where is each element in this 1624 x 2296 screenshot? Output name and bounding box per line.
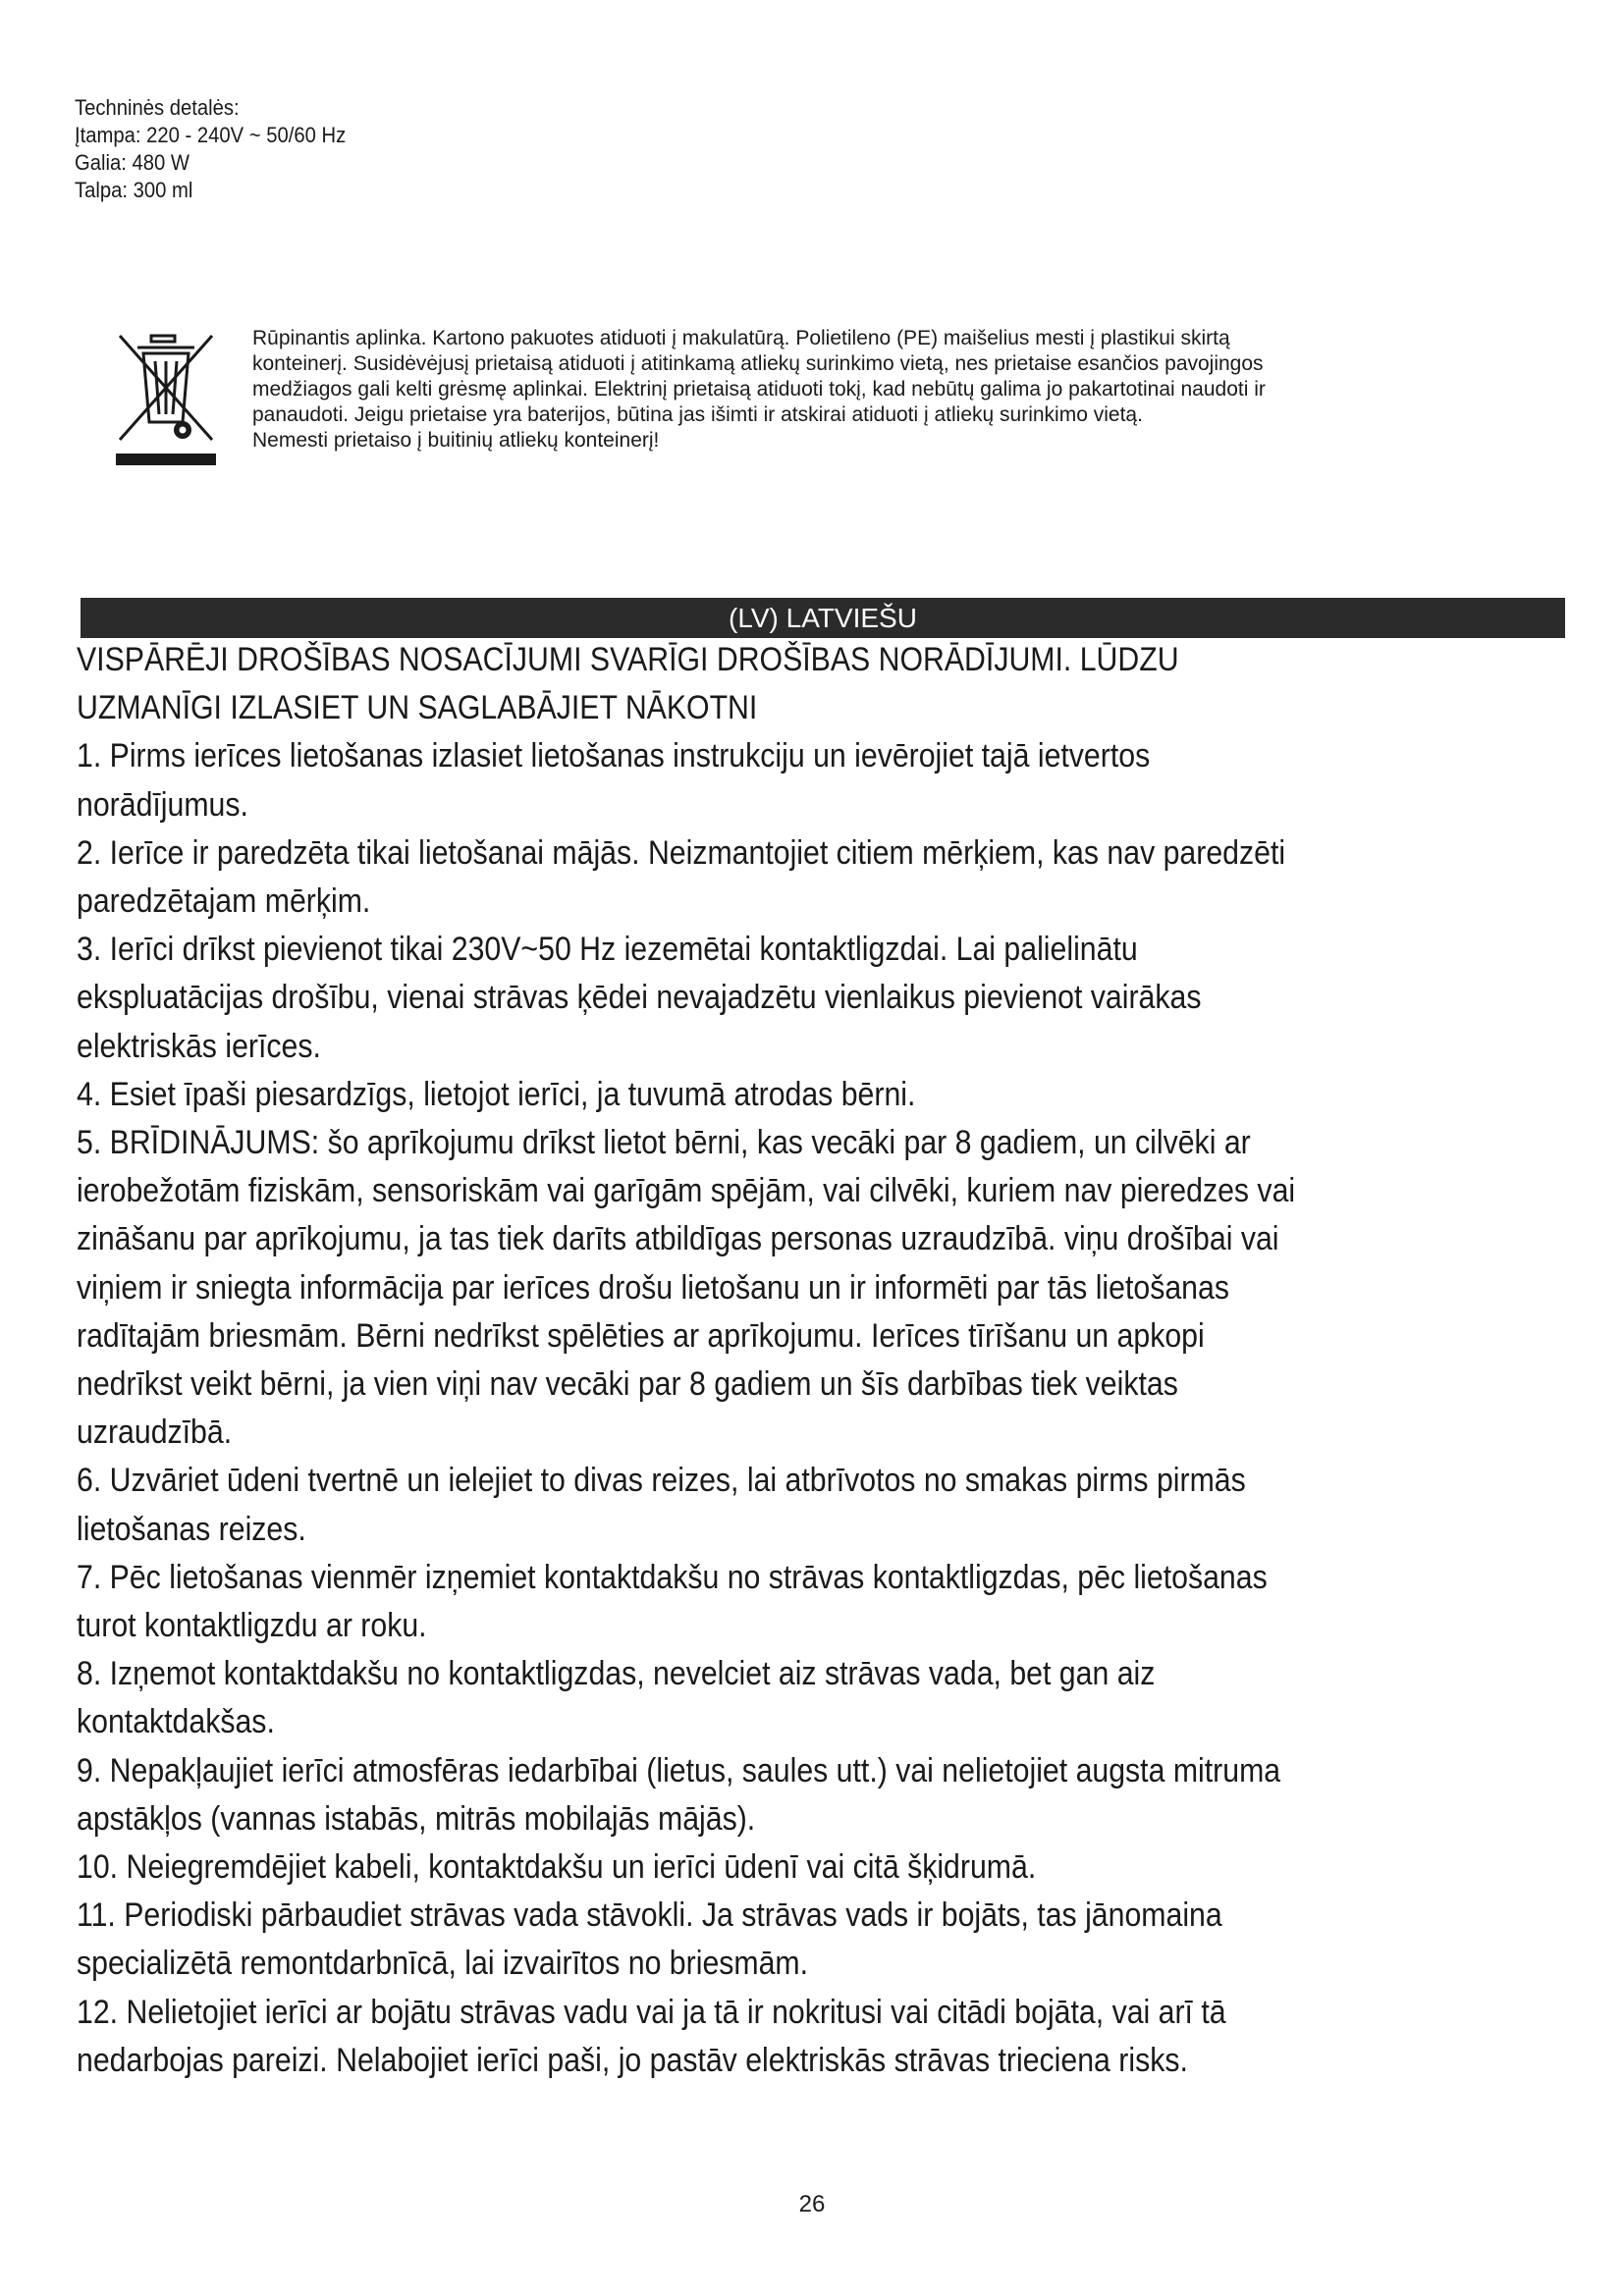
- instruction-line: zināšanu par aprīkojumu, ja tas tiek darīts atbildīgas personas uzraudzībā. viņu drošībai vai: [77, 1220, 1279, 1258]
- instruction-line: viņiem ir sniegta informācija par ierīces drošu lietošanu un ir informēti par tās lietošanas: [77, 1268, 1229, 1307]
- instruction-line: 7. Pēc lietošanas vienmēr izņemiet kontaktdakšu no strāvas kontaktligzdas, pēc lietošanas: [77, 1558, 1268, 1596]
- instruction-line: lietošanas reizes.: [77, 1510, 306, 1548]
- instruction-line: 6. Uzvāriet ūdeni tvertnē un ielejiet to divas reizes, lai atbrīvotos no smakas pirms pirmās: [77, 1462, 1246, 1500]
- tech-power: Galia: 480 W: [75, 150, 189, 175]
- instruction-line: uzraudzībā.: [77, 1414, 233, 1452]
- instruction-line: VISPĀRĒJI DROŠĪBAS NOSACĪJUMI SVARĪGI DROŠĪBAS NORĀDĪJUMI. LŪDZU: [77, 641, 1179, 678]
- instruction-line: apstākļos (vannas istabās, mitrās mobilajās mājās).: [77, 1799, 756, 1838]
- page-number: 26: [798, 2191, 826, 2217]
- safety-instructions: [77, 636, 1569, 2085]
- instruction-line: 4. Esiet īpaši piesardzīgs, lietojot ierīci, ja tuvumā atrodas bērni.: [77, 1075, 916, 1113]
- instruction-line: ierobežotām fiziskām, sensoriskām vai garīgām spējām, vai cilvēki, kuriem nav pieredzes vai: [77, 1172, 1296, 1210]
- tech-capacity: Talpa: 300 ml: [75, 178, 193, 202]
- instruction-line: kontaktdakšas.: [77, 1703, 275, 1741]
- instruction-line: 9. Nepakļaujiet ierīci atmosfēras iedarbībai (lietus, saules utt.) vai nelietojiet augsta mitruma: [77, 1751, 1281, 1789]
- crossed-out-wheeled-bin-icon: [114, 330, 218, 471]
- env-line: Rūpinantis aplinka. Kartono pakuotes atiduoti į makulatūrą. Polietileno (PE) maišelius mesti į plastikui skirtą: [252, 327, 1230, 349]
- instruction-line: nedrīkst veikt bērni, ja vien viņi nav vecāki par 8 gadiem un šīs darbības tiek veiktas: [77, 1365, 1178, 1404]
- instruction-line: nedarbojas pareizi. Nelabojiet ierīci paši, jo pastāv elektriskās strāvas trieciena risks.: [77, 2041, 1188, 2079]
- instruction-line: turot kontaktligzdu ar roku.: [77, 1607, 427, 1645]
- instruction-line: radītajām briesmām. Bērni nedrīkst spēlēties ar aprīkojumu. Ierīces tīrīšanu un apkopi: [77, 1316, 1205, 1355]
- instruction-line: UZMANĪGI IZLASIET UN SAGLABĀJIET NĀKOTNI: [77, 689, 758, 727]
- instruction-line: 2. Ierīce ir paredzēta tikai lietošanai mājās. Neizmantojiet citiem mērķiem, kas nav paredzēti: [77, 833, 1286, 872]
- instruction-line: elektriskās ierīces.: [77, 1027, 321, 1065]
- tech-details-heading: Techninės detalės:: [75, 95, 240, 120]
- env-line: Nemesti prietaiso į buitinių atliekų konteinerį!: [252, 429, 660, 452]
- instruction-line: 8. Izņemot kontaktdakšu no kontaktligzdas, nevelciet aiz strāvas vada, bet gan aiz: [77, 1655, 1156, 1693]
- section-header-latvian: (LV) LATVIEŠU: [81, 598, 1565, 638]
- instruction-line: paredzētajam mērķim.: [77, 882, 371, 921]
- instruction-line: norādījumus.: [77, 785, 248, 824]
- instruction-line: ekspluatācijas drošību, vienai strāvas ķēdei nevajadzētu vienlaikus pievienot vairākas: [77, 979, 1202, 1017]
- technical-details: [75, 94, 369, 204]
- env-line: panaudoti. Jeigu prietaise yra baterijos, būtina jas išimti ir atskirai atiduoti į atliekų surinkimo vietą.: [252, 403, 1143, 426]
- instruction-line: 3. Ierīci drīkst pievienot tikai 230V~50 Hz iezemētai kontaktligzdai. Lai palielinātu: [77, 931, 1138, 969]
- instruction-line: 12. Nelietojiet ierīci ar bojātu strāvas vadu vai ja tā ir nokritusi vai citādi bojāta, vai arī tā: [77, 1993, 1226, 2031]
- env-line: medžiagos gali kelti grėsmę aplinkai. Elektrinį prietaisą atiduoti tokį, kad nebūtų galima jo pakartotinai naudoti ir: [252, 378, 1266, 400]
- env-line: konteinerį. Susidėvėjusį prietaisą atiduoti į atitinkamą atliekų surinkimo vietą, nes prietaise esančios pavojingos: [252, 352, 1264, 375]
- environment-notice: [252, 326, 1519, 454]
- instruction-line: 1. Pirms ierīces lietošanas izlasiet lietošanas instrukciju un ievērojiet tajā ietvertos: [77, 737, 1151, 775]
- instruction-line: 10. Neiegremdējiet kabeli, kontaktdakšu un ierīci ūdenī vai citā šķidrumā.: [77, 1848, 1037, 1887]
- instruction-line: specializētā remontdarbnīcā, lai izvairītos no briesmām.: [77, 1945, 809, 1983]
- tech-voltage: Įtampa: 220 - 240V ~ 50/60 Hz: [75, 123, 347, 147]
- instruction-line: 5. BRĪDINĀJUMS: šo aprīkojumu drīkst lietot bērni, kas vecāki par 8 gadiem, un cilvēki ar: [77, 1124, 1251, 1162]
- instruction-line: 11. Periodiski pārbaudiet strāvas vada stāvokli. Ja strāvas vads ir bojāts, tas jānomaina: [77, 1896, 1222, 1935]
